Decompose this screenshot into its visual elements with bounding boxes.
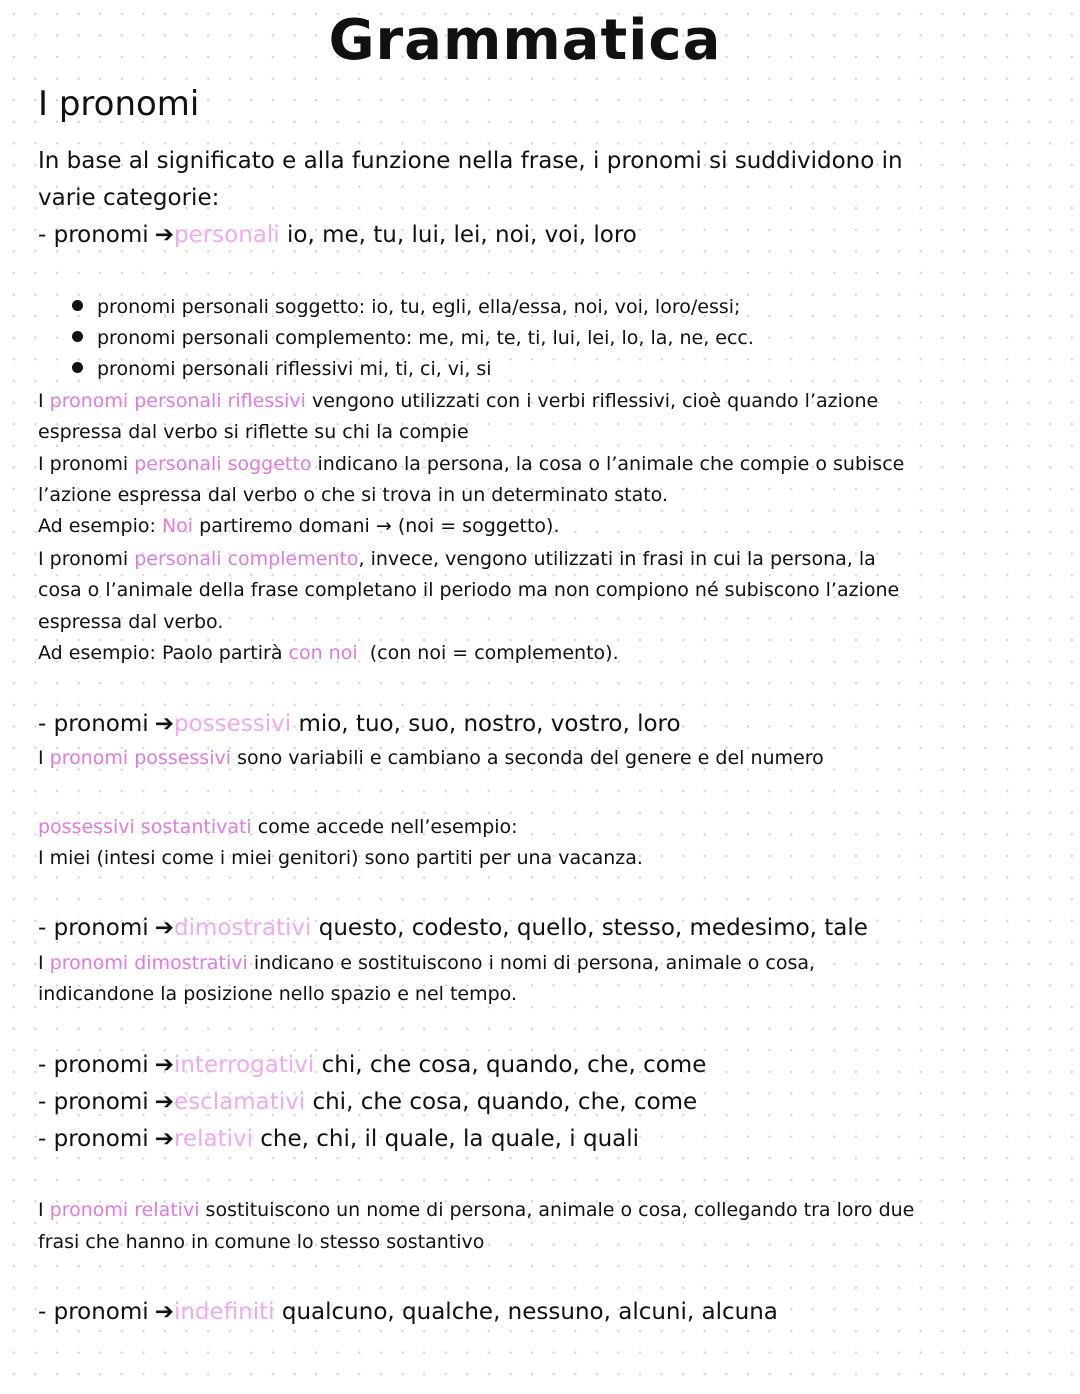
highlight-term: personali complemento [134,548,359,570]
arrow-icon: ➔ [154,1089,174,1115]
intro-line-1: In base al significato e alla funzione nella frase, i pronomi si suddividono in [38,148,903,174]
bullet-icon [72,362,83,373]
intro-line-2: varie categorie: [38,185,220,211]
category-possessivi: - pronomi ➔possessivi mio, tuo, suo, nostro, vostro, loro [38,711,681,737]
category-personali [38,222,637,248]
highlight-term: possessivi sostantivati [38,816,252,838]
right-arrow-icon: → [375,515,392,537]
paragraph-dimostrativi-cont: indicandone la posizione nello spazio e nel tempo. [38,983,518,1005]
bullet-text: pronomi personali soggetto: io, tu, egli, ella/essa, noi, voi, loro/essi; [97,296,741,318]
category-list: mio, tuo, suo, nostro, vostro, loro [298,711,681,737]
paragraph-complemento-end: espressa dal verbo. [38,611,224,633]
paragraph-possessivi: I pronomi possessivi sono variabili e cambiano a seconda del genere e del numero [38,747,824,769]
highlight-term: Noi [161,515,194,537]
example-soggetto: Ad esempio: Noi partiremo domani → (noi = soggetto). [38,515,560,537]
bullet-item [72,296,740,318]
arrow-icon: ➔ [154,1126,174,1152]
highlight-term: pronomi personali riflessivi [49,390,306,412]
arrow-icon: ➔ [154,1299,174,1325]
page-title: Grammatica [328,8,722,73]
category-list: chi, che cosa, quando, che, come [321,1052,707,1078]
category-label: interrogativi [173,1052,315,1078]
category-label: indefiniti [173,1299,275,1325]
example-complemento: Ad esempio: Paolo partirà con noi (con noi = complemento). [38,642,619,664]
bullet-item [72,358,492,380]
highlight-term: pronomi dimostrativi [49,952,248,974]
paragraph-dimostrativi: I pronomi dimostrativi indicano e sostituiscono i nomi di persona, animale o cosa, [38,952,816,974]
highlight-term: pronomi possessivi [49,747,232,769]
category-esclamativi: - pronomi ➔esclamativi chi, che cosa, quando, che, come [38,1089,698,1115]
paragraph-relativi-cont: frasi che hanno in comune lo stesso sostantivo [38,1231,485,1253]
category-list: che, chi, il quale, la quale, i quali [260,1126,640,1152]
section-heading: I pronomi [38,84,200,124]
paragraph-soggetto-cont: l’azione espressa dal verbo o che si trova in un determinato stato. [38,484,669,506]
category-label: esclamativi [173,1089,306,1115]
category-list: chi, che cosa, quando, che, come [312,1089,698,1115]
paragraph-sostantivati: possessivi sostantivati come accede nell’esempio: [38,816,518,838]
arrow-icon: ➔ [154,915,174,941]
arrow-icon: ➔ [154,711,174,737]
bullet-icon [72,331,83,342]
category-dimostrativi: - pronomi ➔dimostrativi questo, codesto, quello, stesso, medesimo, tale [38,915,868,941]
example-sostantivati: I miei (intesi come i miei genitori) sono partiti per una vacanza. [38,847,643,869]
category-dash: - pronomi [38,222,149,248]
paragraph-complemento-cont: cosa o l’animale della frase completano il periodo ma non compiono né subiscono l’azione [38,579,900,601]
bullet-text: pronomi personali riflessivi mi, ti, ci, vi, si [97,358,492,380]
bullet-text: pronomi personali complemento: me, mi, te, ti, lui, lei, lo, la, ne, ecc. [97,327,754,349]
category-relativi: - pronomi ➔relativi che, chi, il quale, la quale, i quali [38,1126,640,1152]
bullet-icon [72,300,83,311]
category-list: io, me, tu, lui, lei, noi, voi, loro [287,222,637,248]
category-list: questo, codesto, quello, stesso, medesimo, tale [318,915,868,941]
paragraph-soggetto: I pronomi personali soggetto indicano la persona, la cosa o l’animale che compie o subisce [38,453,905,475]
category-label: relativi [173,1126,253,1152]
category-label: dimostrativi [173,915,312,941]
paragraph-complemento: I pronomi personali complemento, invece, vengono utilizzati in frasi in cui la persona, la [38,548,876,570]
highlight-term: personali soggetto [134,453,312,475]
paragraph-relativi: I pronomi relativi sostituiscono un nome di persona, animale o cosa, collegando tra loro due [38,1199,915,1221]
category-label: possessivi [173,711,292,737]
highlight-term: pronomi relativi [49,1199,200,1221]
arrow-icon: ➔ [154,1052,174,1078]
highlight-term: con noi [288,642,358,664]
arrow-icon: ➔ [154,222,174,248]
paragraph-riflessivi: I pronomi personali riflessivi vengono utilizzati con i verbi riflessivi, cioè quando l’azione [38,390,879,412]
category-list: qualcuno, qualche, nessuno, alcuni, alcuna [281,1299,778,1325]
category-indefiniti: - pronomi ➔indefiniti qualcuno, qualche, nessuno, alcuni, alcuna [38,1299,778,1325]
paragraph-riflessivi-cont: espressa dal verbo si riflette su chi la compie [38,421,469,443]
category-interrogativi: - pronomi ➔interrogativi chi, che cosa, quando, che, come [38,1052,707,1078]
bullet-item [72,327,754,349]
category-label: personali [173,222,280,248]
